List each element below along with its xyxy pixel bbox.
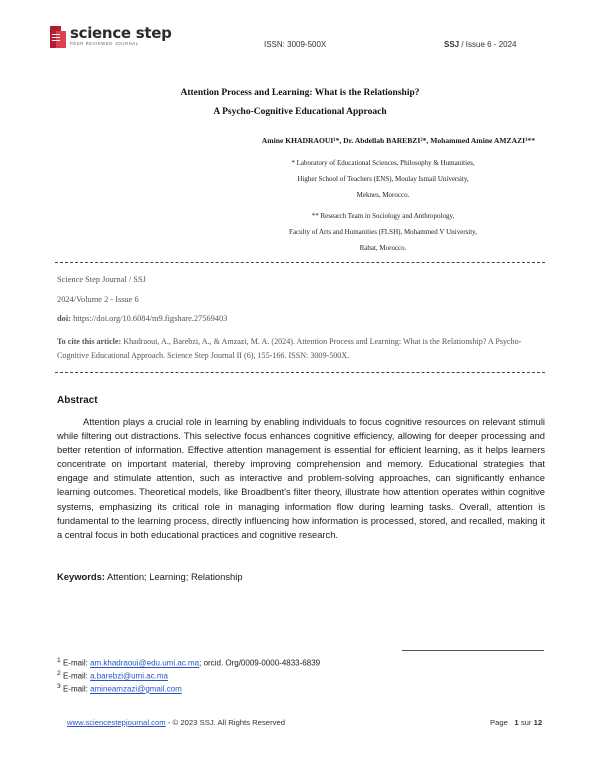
citation-text: Khadraoui, A., Barebzi, A., & Amzazi, M. A. (2024). Attention Process and Learning: What is the Relationship? A Psycho-Cognitive Educational Approach. Science Step Journal II (6), 155-166. ISSN: 3009-500X. xyxy=(57,337,522,360)
aff2-line: Faculty of Arts and Humanities (FLSH), Mohammed V University, xyxy=(289,228,477,237)
divider xyxy=(55,262,545,263)
journal-abbr: SSJ xyxy=(444,40,460,49)
paper-title-line1: Attention Process and Learning: What is the Relationship? xyxy=(180,88,420,98)
copyright: - © 2023 SSJ. All Rights Reserved xyxy=(167,718,286,727)
logo-tagline: PEER REVIEWED JOURNAL xyxy=(70,41,139,46)
citation xyxy=(57,335,547,362)
footnote-rule xyxy=(402,650,544,651)
abstract-text: Attention plays a crucial role in learning by enabling individuals to focus cognitive resources on relevant stimuli while filtering out distractions. This selective focus enhances cognitive efficiency, allowing for deeper processing and better retention of information. Effective attention management is essential for efficient learning, as it helps learners concentrate on important material, thereby improving comprehension and memory. Educational strategies that engage and stimulate attention, such as interactive and problem-solving approaches, can significantly enhance learning outcomes. Theoretical models, like Broadbent's filter theory, illustrate how attention operates within cognitive systems, emphasizing its critical role in managing information flow during learning tasks. Overall, attention is fundamental to the learning process, directly influencing how information is processed, stored, and recalled, making it a central focus in both educational practices and cognitive research. xyxy=(57,417,545,540)
email-link[interactable]: am.khadraoui@edu.umi.ac.ma xyxy=(90,658,200,668)
site-link[interactable]: www.sciencestepjournal.com xyxy=(67,718,166,727)
affiliation-1 xyxy=(233,155,533,204)
footnote-3: $^3$ E-mail: amineamzazi@gmail.com xyxy=(57,683,182,694)
email-link[interactable]: amineamzazi@gmail.com xyxy=(90,684,182,694)
issue-info xyxy=(444,40,517,49)
abstract-heading: Abstract xyxy=(57,395,98,406)
doi xyxy=(57,314,227,323)
aff1-line: Higher School of Teachers (ENS), Moulay Ismail University, xyxy=(297,175,469,184)
aff2-line: ** Research Team in Sociology and Anthropology, xyxy=(311,212,455,220)
logo-name: science step xyxy=(70,24,172,42)
issue-text: / Issue 6 - 2024 xyxy=(461,40,517,49)
page-number: Page 1 sur 12 xyxy=(490,718,543,727)
aff1-line: * Laboratory of Educational Sciences, Philosophy & Humanities, xyxy=(291,159,475,167)
keywords xyxy=(57,571,243,582)
keywords-text: Attention; Learning; Relationship xyxy=(107,571,243,582)
authors: Amine KHADRAOUI¹*, Dr. Abdellah BAREBZI²*, Mohammed Amine AMZAZI³** xyxy=(261,136,535,145)
abstract-body xyxy=(57,415,545,542)
aff2-line: Rabat, Morocco. xyxy=(359,244,407,253)
volume-issue: 2024/Volume 2 - Issue 6 xyxy=(57,295,139,304)
keywords-label: Keywords: xyxy=(57,571,105,582)
doi-label: doi: xyxy=(57,314,71,323)
citation-label: To cite this article: xyxy=(57,337,122,346)
journal-logo xyxy=(50,26,172,48)
aff1-line: Meknes, Morocco. xyxy=(356,191,410,200)
paper-title-line2: A Psycho-Cognitive Educational Approach xyxy=(213,107,387,117)
email-link[interactable]: a.barebzi@umi.ac.ma xyxy=(90,671,168,681)
footnote-1: $^1$ E-mail: am.khadraoui@edu.umi.ac.ma; orcid. Org/0009-0000-4833-6839 xyxy=(57,657,321,668)
divider xyxy=(55,372,545,373)
logo-icon xyxy=(50,26,66,48)
issn: ISSN: 3009-500X xyxy=(264,40,327,49)
footnote-2: $^2$ E-mail: a.barebzi@umi.ac.ma xyxy=(57,670,168,681)
journal-name: Science Step Journal / SSJ xyxy=(57,275,146,284)
footer-left xyxy=(67,718,285,727)
doi-link[interactable]: https://doi.org/10.6084/m9.figshare.27569403 xyxy=(73,314,228,323)
affiliation-2 xyxy=(233,208,533,257)
